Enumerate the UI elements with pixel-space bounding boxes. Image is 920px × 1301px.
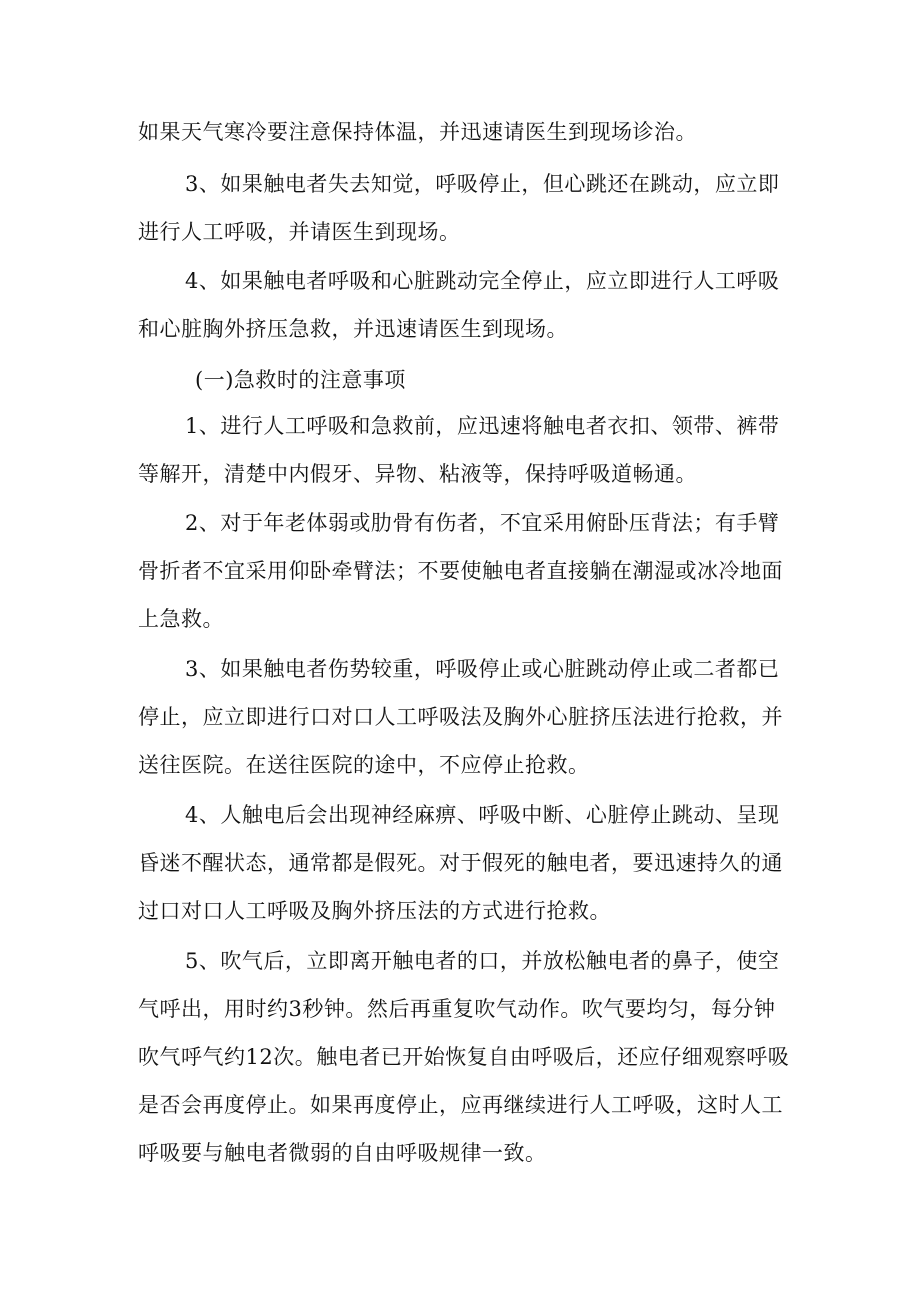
paragraph-5-line-1: 骨折者不宜采用仰卧牵臂法；不要使触电者直接躺在潮湿或冰冷地面 xyxy=(138,559,783,583)
paragraph-2-line-0: 4、如果触电者呼吸和心脏跳动完全停止，应立即进行人工呼吸 xyxy=(185,269,780,293)
paragraph-1-line-0: 3、如果触电者失去知觉，呼吸停止，但心跳还在跳动，应立即 xyxy=(185,172,780,196)
paragraph-7-line-2: 过口对口人工呼吸及胸外挤压法的方式进行抢救。 xyxy=(138,899,611,923)
paragraph-4-line-0: 1、进行人工呼吸和急救前，应迅速将触电者衣扣、领带、裤带 xyxy=(185,414,780,438)
paragraph-8-line-1: 气呼出，用时约3秒钟。然后再重复吹气动作。吹气要均匀，每分钟 xyxy=(138,997,776,1021)
paragraph-5-line-2: 上急救。 xyxy=(138,607,224,631)
paragraph-5-line-0: 2、对于年老体弱或肋骨有伤者，不宜采用俯卧压背法；有手臂 xyxy=(185,511,780,535)
paragraph-7-line-0: 4、人触电后会出现神经麻痹、呼吸中断、心脏停止跳动、呈现 xyxy=(185,803,780,827)
paragraph-2-line-1: 和心脏胸外挤压急救，并迅速请医生到现场。 xyxy=(138,317,568,341)
paragraph-8-line-2: 吹气呼气约12次。触电者已开始恢复自由呼吸后，还应仔细观察呼吸 xyxy=(138,1045,790,1069)
paragraph-8-line-4: 呼吸要与触电者微弱的自由呼吸规律一致。 xyxy=(138,1141,547,1165)
paragraph-0-line-0: 如果天气寒冷要注意保持体温，并迅速请医生到现场诊治。 xyxy=(138,120,697,144)
paragraph-1-line-1: 进行人工呼吸，并请医生到现场。 xyxy=(138,220,461,244)
paragraph-4-line-1: 等解开，清楚中内假牙、异物、粘液等，保持呼吸道畅通。 xyxy=(138,462,697,486)
paragraph-6-line-2: 送往医院。在送往医院的途中，不应停止抢救。 xyxy=(138,753,590,777)
paragraph-6-line-0: 3、如果触电者伤势较重，呼吸停止或心脏跳动停止或二者都已 xyxy=(185,657,780,681)
section-heading: (一)急救时的注意事项 xyxy=(195,368,406,392)
paragraph-8-line-3: 是否会再度停止。如果再度停止，应再继续进行人工呼吸，这时人工 xyxy=(138,1093,783,1117)
paragraph-8-line-0: 5、吹气后，立即离开触电者的口，并放松触电者的鼻子，使空 xyxy=(185,949,780,973)
paragraph-7-line-1: 昏迷不醒状态，通常都是假死。对于假死的触电者，要迅速持久的通 xyxy=(138,851,783,875)
paragraph-6-line-1: 停止，应立即进行口对口人工呼吸法及胸外心脏挤压法进行抢救，并 xyxy=(138,705,783,729)
